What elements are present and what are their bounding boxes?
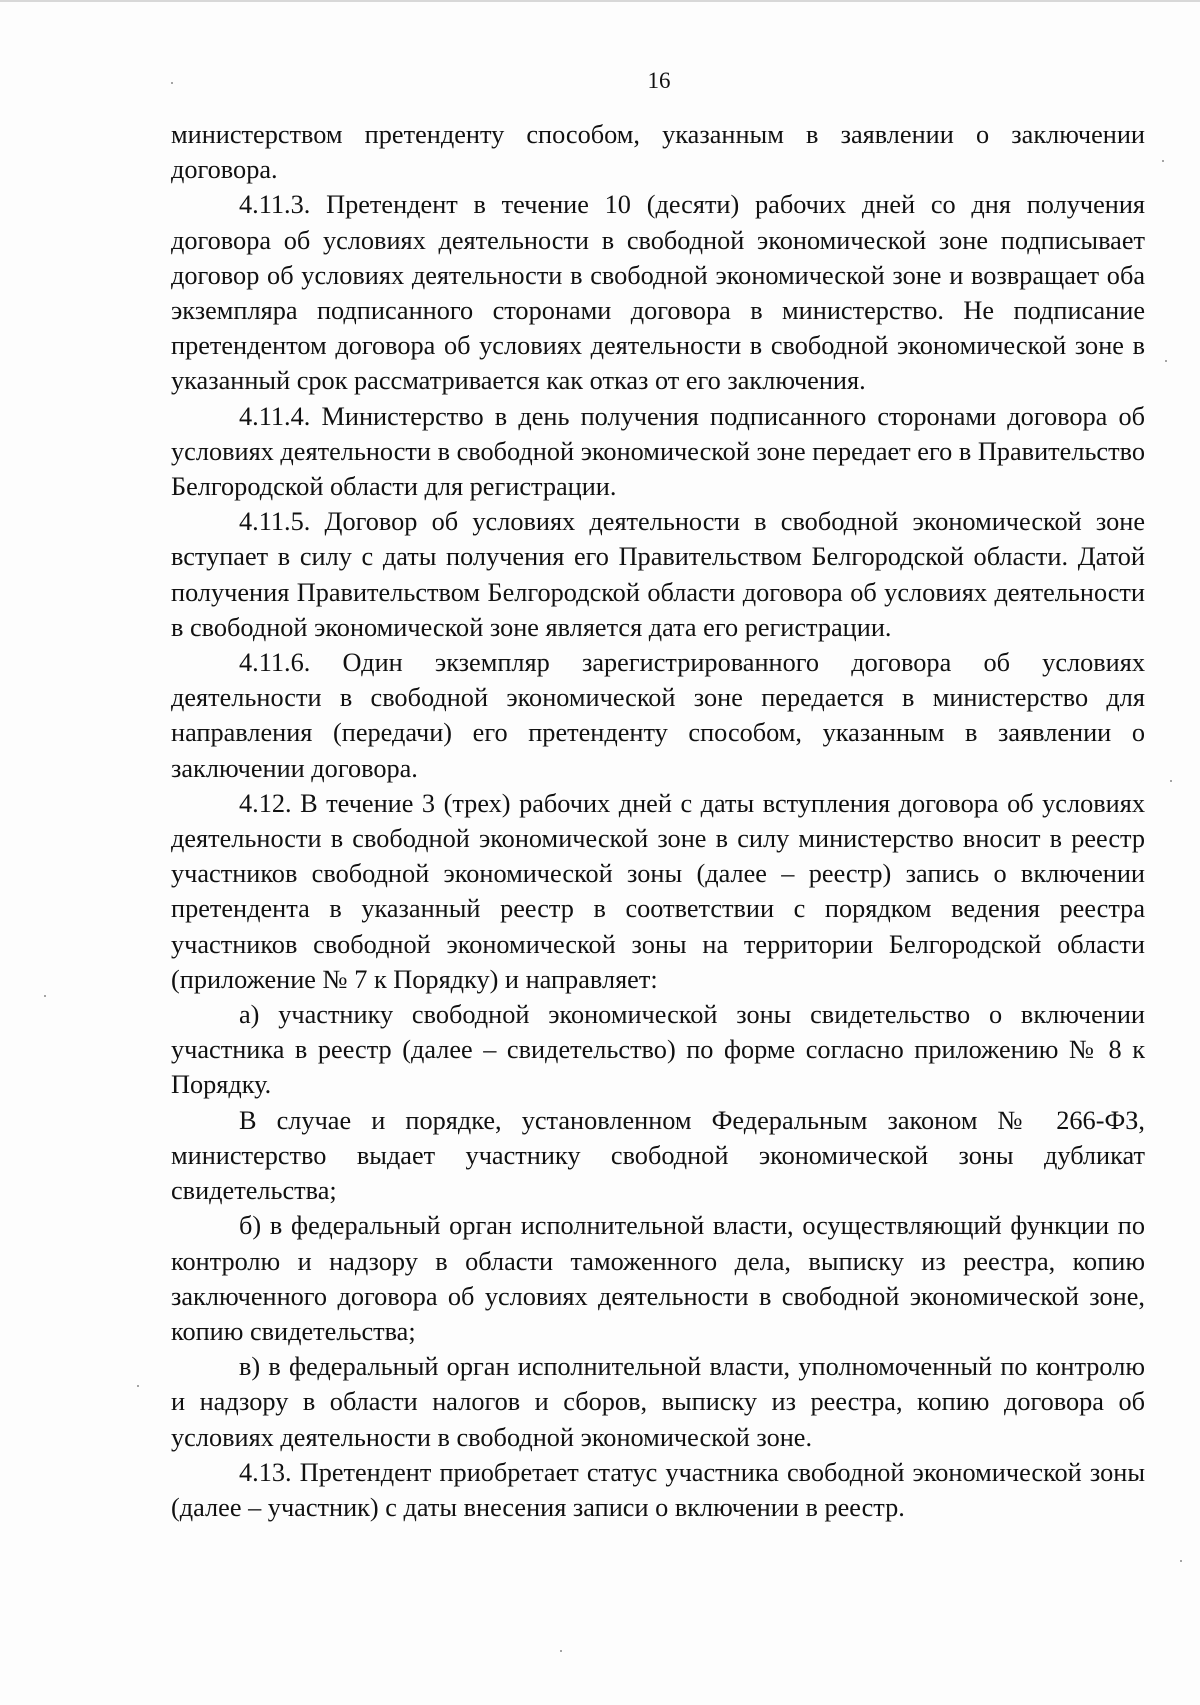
- paragraph-4-12-a: а) участнику свободной экономической зоны свидетельство о включении участника в реестр (далее – свидетельство) по форме согласно приложению № 8 к Порядку.: [171, 1000, 1145, 1100]
- paragraph-4-12-b: б) в федеральный орган исполнительной власти, осуществляющий функции по контролю и надзору в области таможенного дела, выписку из реестра, копию заключенного договора об условиях деятельности в свободной экономической зоне, копию свидетельства;: [171, 1211, 1145, 1346]
- paragraph-4-12: 4.12. В течение 3 (трех) рабочих дней с даты вступления договора об условиях деятельности в свободной экономической зоне в силу министерство вносит в реестр участников свободной экономической зоны (далее – реестр) запись о включении претендента в указанный реестр в соответствии с порядком ведения реестра участников свободной экономической зоны на территории Белгородской области (приложение № 7 к Порядку) и направляет:: [171, 788, 1145, 994]
- paragraph-4-13: 4.13. Претендент приобретает статус участника свободной экономической зоны (далее – участник) с даты внесения записи о включении в реестр.: [171, 1457, 1145, 1522]
- paragraph-4-12-v: в) в федеральный орган исполнительной власти, уполномоченный по контролю и надзору в области налогов и сборов, выписку из реестра, копию договора об условиях деятельности в свободной экономической зоне.: [171, 1352, 1145, 1452]
- scan-speck: [1165, 360, 1167, 362]
- paragraph-4-11-6: 4.11.6. Один экземпляр зарегистрированного договора об условиях деятельности в свободной экономической зоне передается в министерство для направления (передачи) его претенденту способом, указанным в заявлении о заключении договора.: [171, 648, 1145, 783]
- scan-speck: [560, 1650, 562, 1652]
- scan-speck: [1180, 1560, 1182, 1562]
- paragraph-continuation: министерством претенденту способом, указанным в заявлении о заключении договора.: [171, 120, 1145, 185]
- page-number: 16: [647, 68, 671, 93]
- scan-edge: [0, 0, 1200, 2]
- scan-speck: [1170, 780, 1172, 782]
- scan-speck: [137, 1385, 139, 1387]
- paragraph-4-11-5: 4.11.5. Договор об условиях деятельности в свободной экономической зоне вступает в силу с даты получения его Правительством Белгородской области. Датой получения Правительством Белгородской области договора об условиях деятельности в свободной экономической зоне является дата его регистрации.: [171, 507, 1145, 642]
- paragraph-4-11-4: 4.11.4. Министерство в день получения подписанного сторонами договора об условиях деятельности в свободной экономической зоне передает его в Правительство Белгородской области для регистрации.: [171, 401, 1145, 502]
- paragraph-4-11-3: 4.11.3. Претендент в течение 10 (десяти) рабочих дней со дня получения договора об условиях деятельности в свободной экономической зоне подписывает договор об условиях деятельности в свободной экономической зоне и возвращает оба экземпляра подписанного сторонами договора в министерство. Не подписание претендентом договора об условиях деятельности в свободной экономической зоне в указанный срок рассматривается как отказ от его заключения.: [171, 190, 1145, 396]
- scan-speck: [1162, 160, 1164, 162]
- document-body: [171, 117, 1145, 1525]
- paragraph-duplicate-certificate: В случае и порядке, установленном Федеральным законом № 266-ФЗ, министерство выдает участнику свободной экономической зоны дубликат свидетельства;: [171, 1105, 1145, 1206]
- scan-speck: [44, 995, 46, 997]
- scan-speck: [171, 82, 173, 84]
